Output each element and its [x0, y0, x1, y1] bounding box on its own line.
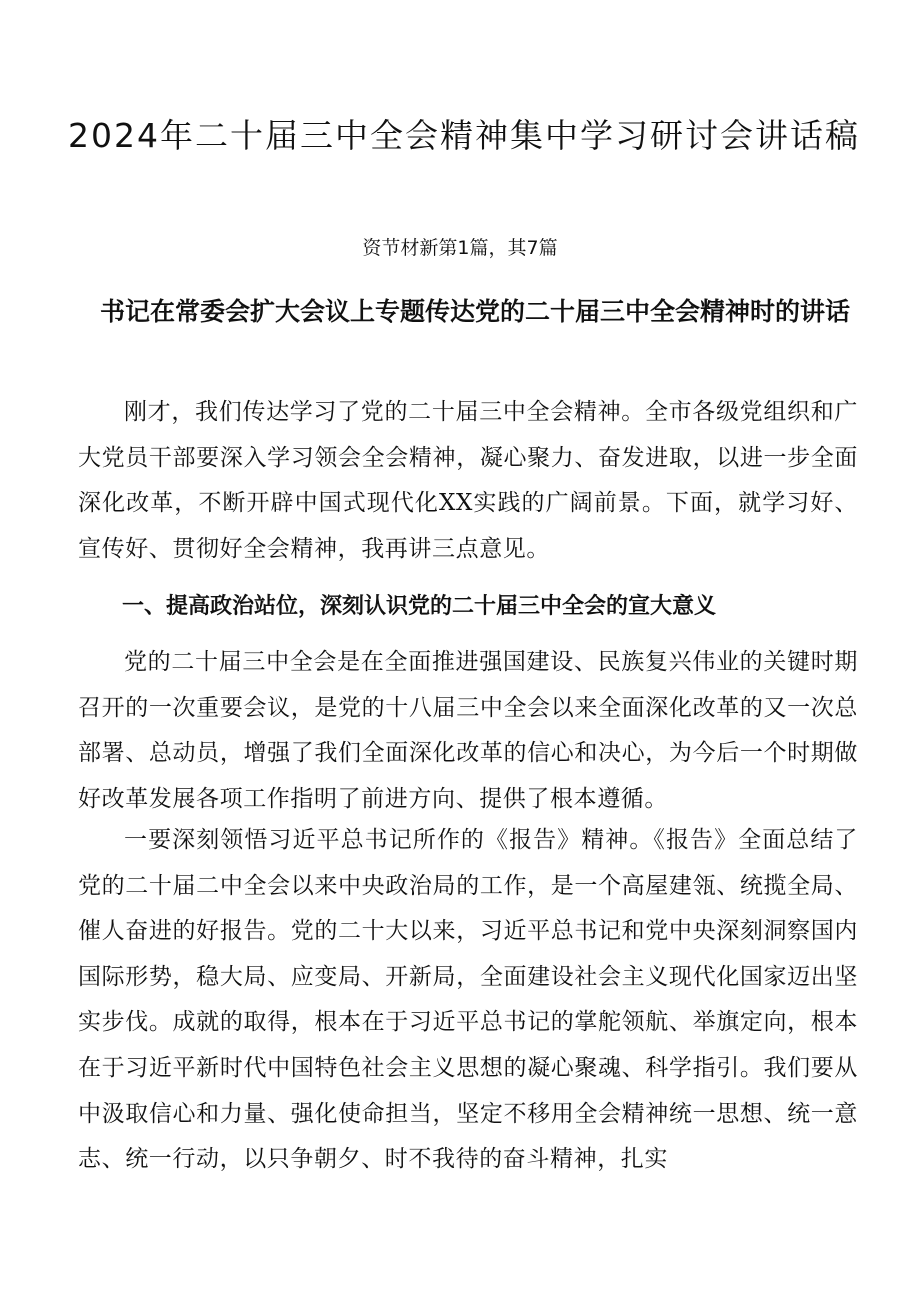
body-paragraph: 刚才，我们传达学习了党的二十届三中全会精神。全市各级党组织和广大党员干部要深入学习领会全会精神，凝心聚力、奋发进取，以进一步全面深化改革，不断开辟中国式现代化XX实践的广阔前景。下面，就学习好、宣传好、贯彻好全会精神，我再讲三点意见。: [78, 399, 858, 562]
document-title: 2024年二十届三中全会精神集中学习研讨会讲话稿: [68, 116, 860, 155]
body-paragraph: 一要深刻领悟习近平总书记所作的《报告》精神。《报告》全面总结了党的二十届二中全会以来中央政治局的工作，是一个高屋建瓴、统揽全局、催人奋进的好报告。党的二十大以来，习近平总书记和党中央深刻洞察国内国际形势，稳大局、应变局、开新局，全面建设社会主义现代化国家迈出坚实步伐。成就的取得，根本在于习近平总书记的掌舵领航、举旗定向，根本在于习近平新时代中国特色社会主义思想的凝心聚魂、科学指引。我们要从中汲取信心和力量、强化使命担当，坚定不移用全会精神统一思想、统一意志、统一行动，以只争朝夕、时不我待的奋斗精神，扎实: [78, 827, 858, 1173]
section-info: 资节材新第1篇，其7篇: [362, 237, 558, 259]
speech-title: 书记在常委会扩大会议上专题传达党的二十届三中全会精神时的讲话: [99, 297, 850, 326]
body-paragraph: 党的二十届三中全会是在全面推进强国建设、民族复兴伟业的关键时期召开的一次重要会议，是党的十八届三中全会以来全面深化改革的又一次总部署、总动员，增强了我们全面深化改革的信心和决心，为今后一个时期做好改革发展各项工作指明了前进方向、提供了根本遵循。: [78, 649, 858, 812]
section-heading: 一、提高政治站位，深刻认识党的二十届三中全会的宣大意义: [122, 594, 717, 619]
